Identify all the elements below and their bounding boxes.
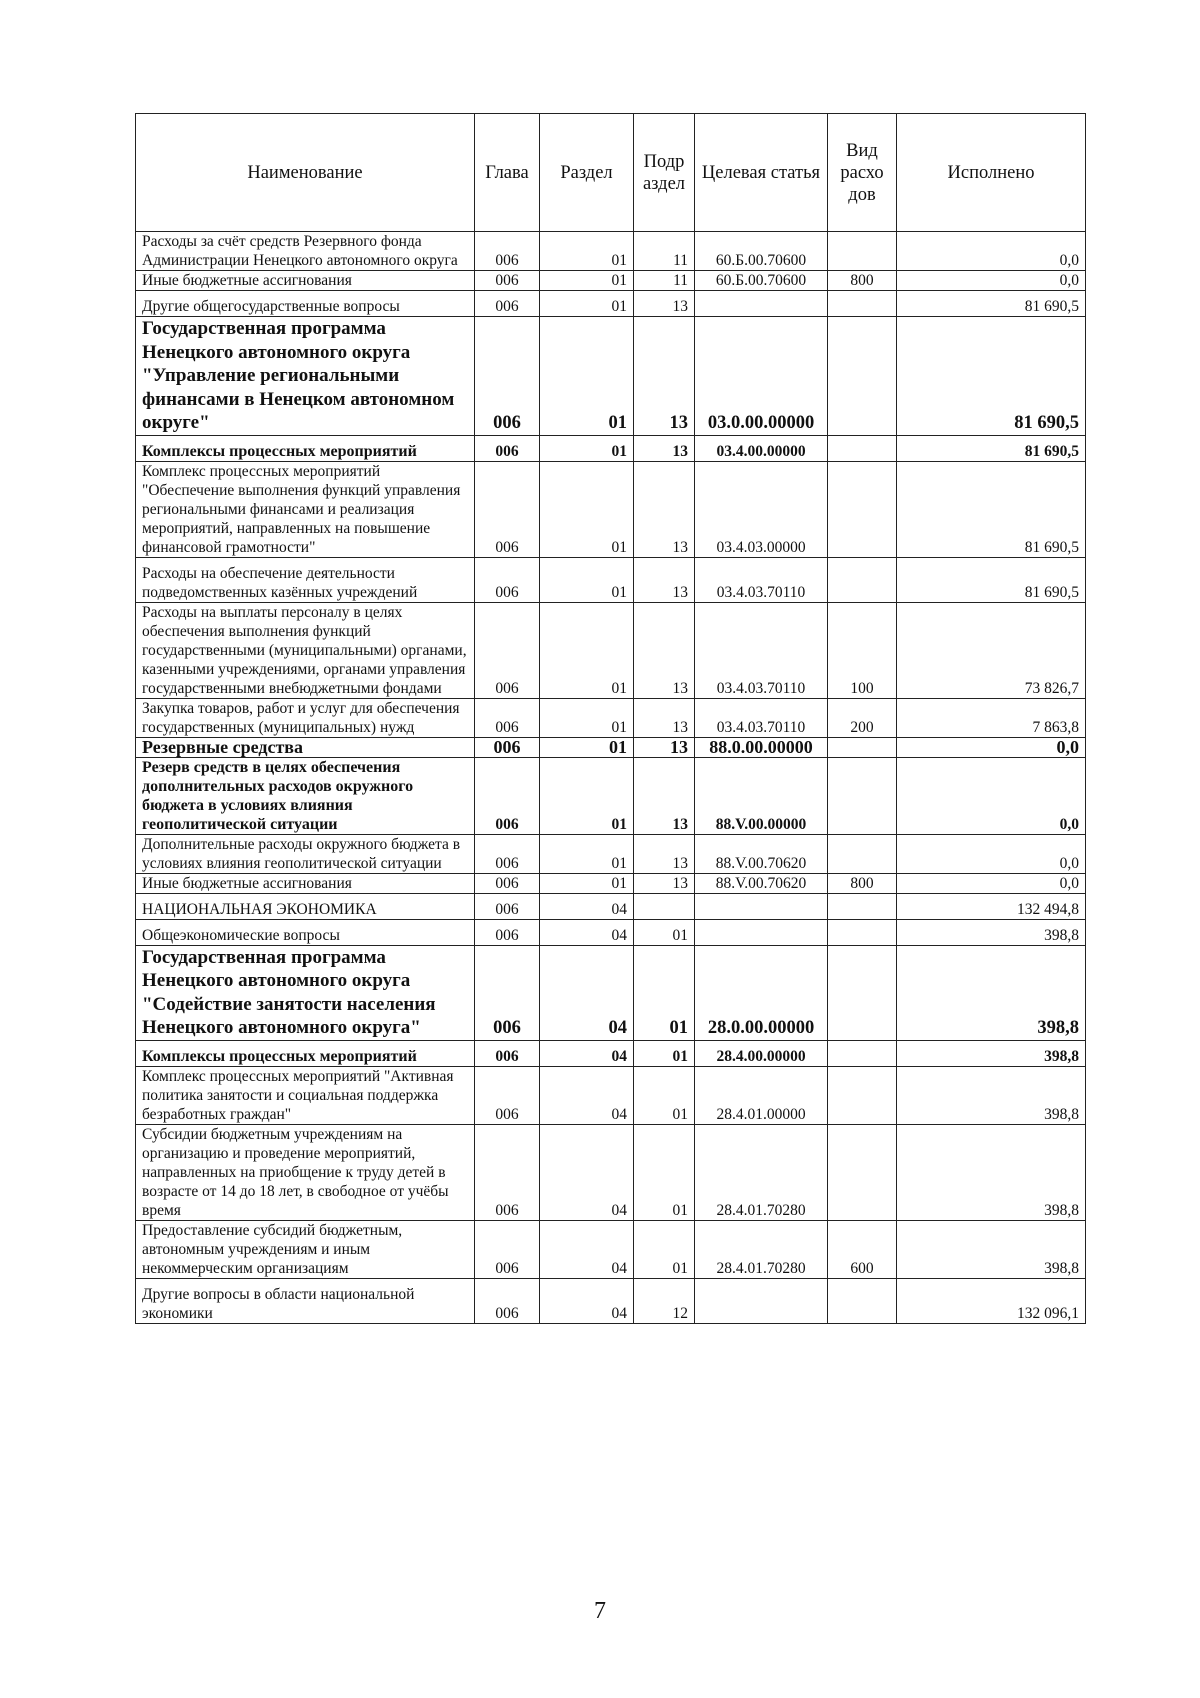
cell-chapter: 006 [475,461,540,557]
cell-expense-type [828,1278,897,1323]
cell-chapter: 006 [475,291,540,317]
cell-target-article: 88.V.00.70620 [695,834,828,873]
table-row [136,435,1086,461]
cell-executed: 398,8 [897,1040,1086,1066]
cell-chapter: 006 [475,1066,540,1124]
cell-expense-type: 800 [828,271,897,291]
cell-chapter: 006 [475,232,540,271]
cell-expense-type: 100 [828,602,897,698]
cell-expense-type: 200 [828,698,897,737]
cell-subsection: 13 [634,873,695,893]
cell-expense-type [828,945,897,1040]
cell-chapter: 006 [475,919,540,945]
cell-expense-type [828,291,897,317]
cell-subsection: 13 [634,698,695,737]
table-row [136,1124,1086,1220]
table-row [136,1278,1086,1323]
table-row [136,737,1086,757]
cell-name: Расходы на выплаты персоналу в целях обеспечения выполнения функций государственными (муниципальными) органами, казенными учреждениями, органами управления государственными внебюджетными фондами [136,602,475,698]
cell-chapter: 006 [475,873,540,893]
cell-subsection: 13 [634,737,695,757]
cell-section: 01 [540,698,634,737]
cell-executed: 0,0 [897,873,1086,893]
cell-name: Другие вопросы в области национальной экономики [136,1278,475,1323]
table-row [136,602,1086,698]
cell-name: Резервные средства [136,737,475,757]
cell-executed: 398,8 [897,945,1086,1040]
cell-expense-type [828,919,897,945]
cell-target-article: 28.4.01.00000 [695,1066,828,1124]
cell-subsection: 01 [634,1040,695,1066]
cell-name: Государственная программа Ненецкого автономного округа "Управление региональными финансами в Ненецком автономном округе" [136,317,475,436]
cell-subsection: 01 [634,919,695,945]
cell-chapter: 006 [475,1040,540,1066]
budget-table [135,113,1086,1324]
cell-subsection: 01 [634,1124,695,1220]
cell-expense-type [828,557,897,602]
cell-subsection [634,893,695,919]
cell-subsection: 13 [634,757,695,834]
cell-subsection: 13 [634,557,695,602]
cell-section: 01 [540,435,634,461]
cell-chapter: 006 [475,602,540,698]
cell-executed: 81 690,5 [897,557,1086,602]
header-chapter: Глава [475,114,540,232]
cell-section: 01 [540,557,634,602]
cell-subsection: 01 [634,1066,695,1124]
cell-chapter: 006 [475,945,540,1040]
cell-expense-type: 600 [828,1220,897,1278]
cell-target-article: 28.4.00.00000 [695,1040,828,1066]
cell-section: 01 [540,757,634,834]
cell-expense-type [828,737,897,757]
cell-name: Субсидии бюджетным учреждениям на организацию и проведение мероприятий, направленных на приобщение к труду детей в возрасте от 14 до 18 лет, в свободное от учёбы время [136,1124,475,1220]
cell-target-article: 03.4.03.00000 [695,461,828,557]
cell-name: Расходы на обеспечение деятельности подведомственных казённых учреждений [136,557,475,602]
cell-target-article: 03.4.03.70110 [695,602,828,698]
cell-executed: 0,0 [897,271,1086,291]
cell-section: 04 [540,1040,634,1066]
cell-section: 01 [540,271,634,291]
table-row [136,1220,1086,1278]
header-row [136,114,1086,232]
table-row [136,1040,1086,1066]
cell-section: 01 [540,834,634,873]
cell-target-article [695,893,828,919]
cell-name: Государственная программа Ненецкого автономного округа "Содействие занятости населения Ненецкого автономного округа" [136,945,475,1040]
cell-section: 01 [540,737,634,757]
cell-section: 04 [540,893,634,919]
table-row [136,232,1086,271]
cell-chapter: 006 [475,1278,540,1323]
cell-name: Расходы за счёт средств Резервного фонда Администрации Ненецкого автономного округа [136,232,475,271]
table-row [136,919,1086,945]
cell-executed: 73 826,7 [897,602,1086,698]
cell-target-article: 88.V.00.70620 [695,873,828,893]
cell-name: Резерв средств в целях обеспечения дополнительных расходов окружного бюджета в условиях влияния геополитической ситуации [136,757,475,834]
header-executed: Исполнено [897,114,1086,232]
cell-section: 01 [540,232,634,271]
cell-name: Комплексы процессных мероприятий [136,1040,475,1066]
cell-target-article [695,291,828,317]
header-expense-type: Вид расхо дов [828,114,897,232]
cell-executed: 7 863,8 [897,698,1086,737]
cell-target-article: 60.Б.00.70600 [695,232,828,271]
cell-chapter: 006 [475,317,540,436]
cell-executed: 0,0 [897,737,1086,757]
cell-section: 04 [540,1278,634,1323]
table-row [136,557,1086,602]
cell-target-article [695,1278,828,1323]
cell-subsection: 13 [634,461,695,557]
header-section: Раздел [540,114,634,232]
header-subsection: Подр аздел [634,114,695,232]
cell-section: 01 [540,602,634,698]
cell-section: 01 [540,291,634,317]
table-row [136,893,1086,919]
cell-subsection: 01 [634,1220,695,1278]
table-body [136,232,1086,1324]
cell-subsection: 01 [634,945,695,1040]
cell-name: Комплексы процессных мероприятий [136,435,475,461]
cell-name: Предоставление субсидий бюджетным, автономным учреждениям и иным некоммерческим организациям [136,1220,475,1278]
table-row [136,1066,1086,1124]
cell-executed: 81 690,5 [897,435,1086,461]
cell-executed: 398,8 [897,1124,1086,1220]
cell-target-article: 60.Б.00.70600 [695,271,828,291]
header-name: Наименование [136,114,475,232]
cell-subsection: 13 [634,435,695,461]
cell-section: 04 [540,1124,634,1220]
cell-name: Общеэкономические вопросы [136,919,475,945]
cell-section: 01 [540,461,634,557]
cell-section: 04 [540,919,634,945]
table-row [136,317,1086,436]
cell-chapter: 006 [475,834,540,873]
cell-subsection: 13 [634,602,695,698]
table-row [136,698,1086,737]
cell-target-article: 28.4.01.70280 [695,1124,828,1220]
cell-target-article: 03.4.03.70110 [695,698,828,737]
cell-name: Дополнительные расходы окружного бюджета в условиях влияния геополитической ситуации [136,834,475,873]
cell-expense-type [828,1124,897,1220]
cell-expense-type [828,1040,897,1066]
cell-executed: 132 494,8 [897,893,1086,919]
table-row [136,291,1086,317]
table-row [136,757,1086,834]
cell-section: 04 [540,945,634,1040]
cell-expense-type [828,435,897,461]
cell-section: 01 [540,873,634,893]
cell-expense-type [828,757,897,834]
cell-chapter: 006 [475,1124,540,1220]
cell-chapter: 006 [475,435,540,461]
cell-expense-type [828,893,897,919]
cell-chapter: 006 [475,557,540,602]
cell-target-article: 28.0.00.00000 [695,945,828,1040]
cell-expense-type: 800 [828,873,897,893]
cell-name: Другие общегосударственные вопросы [136,291,475,317]
cell-chapter: 006 [475,1220,540,1278]
cell-executed: 132 096,1 [897,1278,1086,1323]
cell-section: 01 [540,317,634,436]
cell-target-article: 03.4.03.70110 [695,557,828,602]
cell-target-article: 88.V.00.00000 [695,757,828,834]
cell-executed: 81 690,5 [897,317,1086,436]
cell-expense-type [828,317,897,436]
cell-section: 04 [540,1066,634,1124]
table-row [136,834,1086,873]
cell-executed: 398,8 [897,1220,1086,1278]
table-row [136,873,1086,893]
cell-chapter: 006 [475,737,540,757]
table-row [136,945,1086,1040]
cell-executed: 0,0 [897,834,1086,873]
cell-expense-type [828,834,897,873]
table-row [136,271,1086,291]
cell-chapter: 006 [475,698,540,737]
cell-name: Закупка товаров, работ и услуг для обеспечения государственных (муниципальных) нужд [136,698,475,737]
cell-subsection: 11 [634,232,695,271]
cell-chapter: 006 [475,757,540,834]
cell-executed: 0,0 [897,757,1086,834]
header-target-article: Целевая статья [695,114,828,232]
cell-subsection: 13 [634,834,695,873]
cell-executed: 398,8 [897,919,1086,945]
cell-executed: 81 690,5 [897,291,1086,317]
page-number: 7 [594,1598,606,1624]
cell-target-article: 28.4.01.70280 [695,1220,828,1278]
cell-target-article: 88.0.00.00000 [695,737,828,757]
cell-subsection: 13 [634,291,695,317]
cell-subsection: 12 [634,1278,695,1323]
cell-target-article [695,919,828,945]
cell-executed: 0,0 [897,232,1086,271]
cell-executed: 398,8 [897,1066,1086,1124]
cell-target-article: 03.0.00.00000 [695,317,828,436]
cell-name: Иные бюджетные ассигнования [136,271,475,291]
cell-target-article: 03.4.00.00000 [695,435,828,461]
cell-chapter: 006 [475,271,540,291]
table-row [136,461,1086,557]
cell-chapter: 006 [475,893,540,919]
cell-executed: 81 690,5 [897,461,1086,557]
cell-expense-type [828,461,897,557]
cell-section: 04 [540,1220,634,1278]
cell-name: Иные бюджетные ассигнования [136,873,475,893]
cell-subsection: 11 [634,271,695,291]
cell-subsection: 13 [634,317,695,436]
cell-expense-type [828,1066,897,1124]
cell-expense-type [828,232,897,271]
cell-name: НАЦИОНАЛЬНАЯ ЭКОНОМИКА [136,893,475,919]
cell-name: Комплекс процессных мероприятий "Активная политика занятости и социальная поддержка безработных граждан" [136,1066,475,1124]
cell-name: Комплекс процессных мероприятий "Обеспечение выполнения функций управления региональными финансами и реализация мероприятий, направленных на повышение финансовой грамотности" [136,461,475,557]
